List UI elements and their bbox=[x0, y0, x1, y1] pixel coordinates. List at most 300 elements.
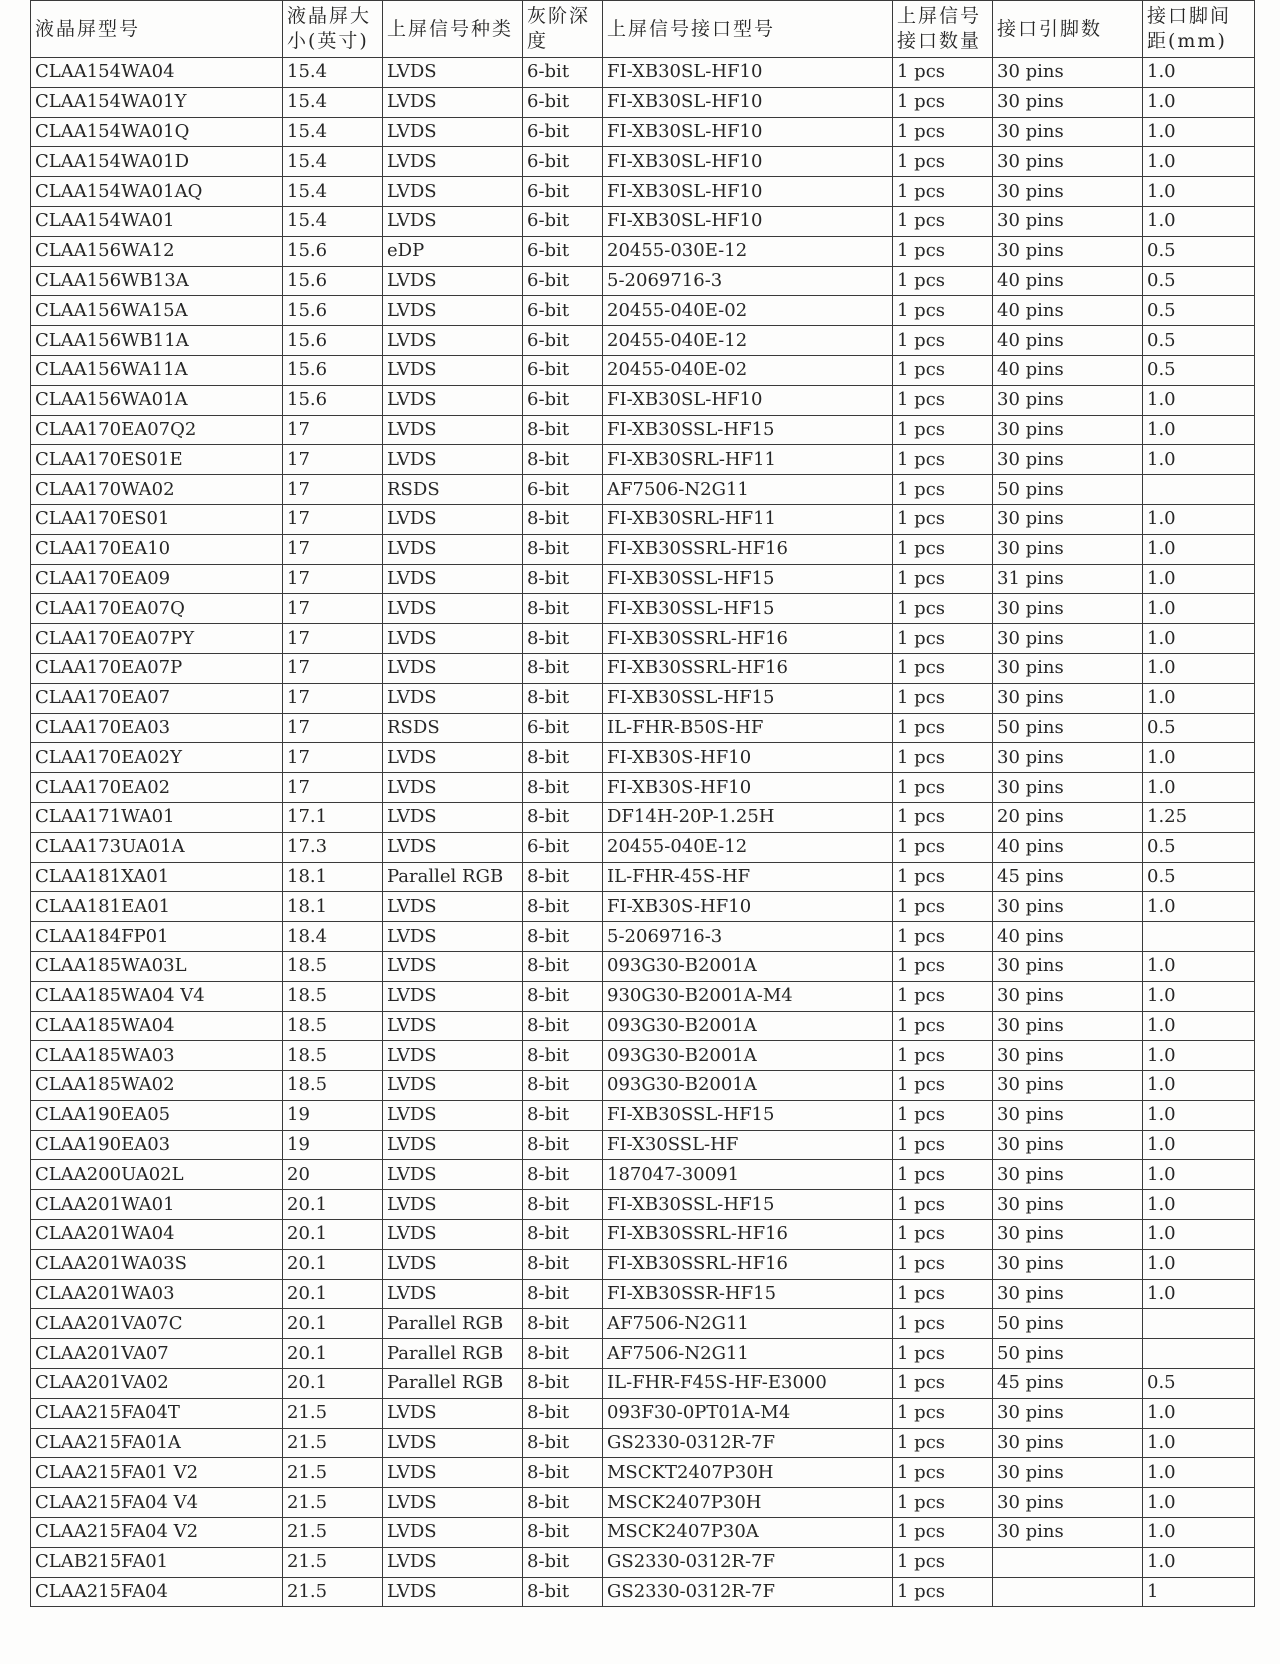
cell-signal-type: LVDS bbox=[383, 534, 523, 564]
cell-size: 17 bbox=[283, 713, 383, 743]
table-row bbox=[31, 87, 1255, 117]
cell-signal-type: LVDS bbox=[383, 1577, 523, 1607]
cell-gray-depth: 6-bit bbox=[523, 296, 603, 326]
table-row bbox=[31, 1547, 1255, 1577]
cell-signal-type: LVDS bbox=[383, 743, 523, 773]
cell-signal-type: LVDS bbox=[383, 773, 523, 803]
table-row bbox=[31, 802, 1255, 832]
cell-model: CLAA185WA03 bbox=[31, 1041, 283, 1071]
cell-pin-pitch: 0.5 bbox=[1143, 862, 1255, 892]
cell-gray-depth: 6-bit bbox=[523, 266, 603, 296]
cell-pin-count: 30 pins bbox=[993, 1190, 1143, 1220]
cell-connector-model: 20455-030E-12 bbox=[603, 236, 893, 266]
cell-size: 20.1 bbox=[283, 1339, 383, 1369]
cell-model: CLAA201WA04 bbox=[31, 1220, 283, 1250]
cell-model: CLAA170EA02Y bbox=[31, 743, 283, 773]
cell-size: 17 bbox=[283, 624, 383, 654]
cell-signal-type: LVDS bbox=[383, 385, 523, 415]
cell-pin-pitch: 1.0 bbox=[1143, 1041, 1255, 1071]
table-row bbox=[31, 355, 1255, 385]
cell-model: CLAA154WA01Q bbox=[31, 117, 283, 147]
cell-size: 15.6 bbox=[283, 385, 383, 415]
cell-size: 21.5 bbox=[283, 1488, 383, 1518]
cell-size: 18.5 bbox=[283, 981, 383, 1011]
table-row bbox=[31, 1577, 1255, 1607]
cell-gray-depth: 6-bit bbox=[523, 326, 603, 356]
cell-model: CLAA170EA07P bbox=[31, 653, 283, 683]
cell-size: 17 bbox=[283, 743, 383, 773]
header-size: 液晶屏大小(英寸) bbox=[283, 1, 383, 58]
cell-connector-count: 1 pcs bbox=[893, 1190, 993, 1220]
cell-pin-pitch: 1.0 bbox=[1143, 892, 1255, 922]
cell-pin-pitch: 0.5 bbox=[1143, 236, 1255, 266]
cell-connector-model: 20455-040E-12 bbox=[603, 326, 893, 356]
table-row bbox=[31, 862, 1255, 892]
cell-connector-model: FI-XB30SL-HF10 bbox=[603, 117, 893, 147]
cell-pin-pitch: 1.0 bbox=[1143, 683, 1255, 713]
cell-pin-pitch: 1.0 bbox=[1143, 1220, 1255, 1250]
cell-connector-count: 1 pcs bbox=[893, 1398, 993, 1428]
cell-model: CLAA201VA02 bbox=[31, 1369, 283, 1399]
cell-connector-count: 1 pcs bbox=[893, 415, 993, 445]
cell-connector-model: GS2330-0312R-7F bbox=[603, 1428, 893, 1458]
cell-gray-depth: 8-bit bbox=[523, 743, 603, 773]
cell-connector-model: 093G30-B2001A bbox=[603, 1011, 893, 1041]
cell-size: 17 bbox=[283, 445, 383, 475]
cell-pin-pitch: 1.0 bbox=[1143, 445, 1255, 475]
cell-connector-count: 1 pcs bbox=[893, 1011, 993, 1041]
cell-pin-pitch: 0.5 bbox=[1143, 355, 1255, 385]
cell-pin-pitch: 1.25 bbox=[1143, 802, 1255, 832]
cell-pin-count: 30 pins bbox=[993, 445, 1143, 475]
cell-gray-depth: 6-bit bbox=[523, 832, 603, 862]
table-row bbox=[31, 177, 1255, 207]
table-row bbox=[31, 534, 1255, 564]
cell-size: 21.5 bbox=[283, 1458, 383, 1488]
cell-pin-pitch: 1.0 bbox=[1143, 534, 1255, 564]
cell-model: CLAA215FA04 V4 bbox=[31, 1488, 283, 1518]
cell-signal-type: LVDS bbox=[383, 206, 523, 236]
cell-model: CLAA170ES01E bbox=[31, 445, 283, 475]
cell-size: 18.5 bbox=[283, 951, 383, 981]
cell-gray-depth: 8-bit bbox=[523, 683, 603, 713]
table-row bbox=[31, 653, 1255, 683]
cell-pin-pitch: 1.0 bbox=[1143, 177, 1255, 207]
cell-model: CLAA170EA07PY bbox=[31, 624, 283, 654]
table-row bbox=[31, 1190, 1255, 1220]
cell-gray-depth: 8-bit bbox=[523, 1220, 603, 1250]
cell-pin-count: 30 pins bbox=[993, 743, 1143, 773]
cell-pin-pitch: 1.0 bbox=[1143, 58, 1255, 88]
cell-model: CLAA201WA03 bbox=[31, 1279, 283, 1309]
cell-model: CLAA215FA01 V2 bbox=[31, 1458, 283, 1488]
cell-connector-count: 1 pcs bbox=[893, 773, 993, 803]
cell-size: 17 bbox=[283, 415, 383, 445]
cell-size: 20 bbox=[283, 1160, 383, 1190]
cell-pin-count: 30 pins bbox=[993, 206, 1143, 236]
cell-pin-count: 30 pins bbox=[993, 683, 1143, 713]
cell-connector-model: FI-XB30S-HF10 bbox=[603, 773, 893, 803]
cell-connector-model: FI-XB30SL-HF10 bbox=[603, 177, 893, 207]
cell-model: CLAA201WA01 bbox=[31, 1190, 283, 1220]
cell-pin-count: 30 pins bbox=[993, 981, 1143, 1011]
cell-signal-type: LVDS bbox=[383, 266, 523, 296]
cell-connector-count: 1 pcs bbox=[893, 385, 993, 415]
cell-pin-count: 30 pins bbox=[993, 892, 1143, 922]
cell-size: 21.5 bbox=[283, 1547, 383, 1577]
cell-connector-count: 1 pcs bbox=[893, 564, 993, 594]
cell-pin-pitch bbox=[1143, 922, 1255, 952]
cell-size: 17 bbox=[283, 594, 383, 624]
cell-model: CLAA154WA01AQ bbox=[31, 177, 283, 207]
cell-pin-pitch: 1.0 bbox=[1143, 1428, 1255, 1458]
cell-pin-count: 31 pins bbox=[993, 564, 1143, 594]
cell-connector-count: 1 pcs bbox=[893, 683, 993, 713]
cell-connector-model: IL-FHR-B50S-HF bbox=[603, 713, 893, 743]
cell-connector-count: 1 pcs bbox=[893, 475, 993, 505]
cell-signal-type: LVDS bbox=[383, 1518, 523, 1548]
table-row bbox=[31, 922, 1255, 952]
cell-connector-model: FI-XB30SL-HF10 bbox=[603, 206, 893, 236]
cell-signal-type: LVDS bbox=[383, 802, 523, 832]
cell-gray-depth: 8-bit bbox=[523, 1428, 603, 1458]
cell-signal-type: LVDS bbox=[383, 326, 523, 356]
header-connector-model: 上屏信号接口型号 bbox=[603, 1, 893, 58]
cell-signal-type: LVDS bbox=[383, 922, 523, 952]
cell-pin-count: 30 pins bbox=[993, 177, 1143, 207]
cell-gray-depth: 8-bit bbox=[523, 1488, 603, 1518]
cell-size: 18.1 bbox=[283, 892, 383, 922]
cell-size: 20.1 bbox=[283, 1220, 383, 1250]
table-row bbox=[31, 266, 1255, 296]
cell-signal-type: RSDS bbox=[383, 713, 523, 743]
table-row bbox=[31, 981, 1255, 1011]
cell-model: CLAA170EA07 bbox=[31, 683, 283, 713]
cell-connector-count: 1 pcs bbox=[893, 534, 993, 564]
cell-model: CLAA185WA04 bbox=[31, 1011, 283, 1041]
cell-gray-depth: 6-bit bbox=[523, 177, 603, 207]
cell-signal-type: LVDS bbox=[383, 653, 523, 683]
cell-gray-depth: 8-bit bbox=[523, 951, 603, 981]
table-row bbox=[31, 1518, 1255, 1548]
cell-pin-count: 45 pins bbox=[993, 862, 1143, 892]
cell-connector-model: FI-XB30SL-HF10 bbox=[603, 147, 893, 177]
cell-size: 17 bbox=[283, 564, 383, 594]
cell-pin-pitch: 1.0 bbox=[1143, 1190, 1255, 1220]
cell-gray-depth: 8-bit bbox=[523, 1309, 603, 1339]
table-row bbox=[31, 1071, 1255, 1101]
cell-model: CLAA181XA01 bbox=[31, 862, 283, 892]
cell-gray-depth: 6-bit bbox=[523, 87, 603, 117]
table-row bbox=[31, 1309, 1255, 1339]
cell-signal-type: LVDS bbox=[383, 1428, 523, 1458]
cell-connector-count: 1 pcs bbox=[893, 713, 993, 743]
cell-signal-type: LVDS bbox=[383, 1488, 523, 1518]
cell-pin-pitch: 1.0 bbox=[1143, 624, 1255, 654]
cell-size: 19 bbox=[283, 1100, 383, 1130]
cell-pin-pitch: 1.0 bbox=[1143, 1518, 1255, 1548]
cell-gray-depth: 8-bit bbox=[523, 862, 603, 892]
cell-size: 17 bbox=[283, 653, 383, 683]
cell-size: 20.1 bbox=[283, 1369, 383, 1399]
table-row bbox=[31, 773, 1255, 803]
cell-connector-model: FI-XB30SSRL-HF16 bbox=[603, 1249, 893, 1279]
cell-pin-pitch: 1.0 bbox=[1143, 415, 1255, 445]
cell-pin-count: 30 pins bbox=[993, 1249, 1143, 1279]
cell-size: 20.1 bbox=[283, 1279, 383, 1309]
cell-gray-depth: 8-bit bbox=[523, 1249, 603, 1279]
cell-signal-type: LVDS bbox=[383, 296, 523, 326]
cell-connector-count: 1 pcs bbox=[893, 743, 993, 773]
cell-connector-model: FI-XB30SSL-HF15 bbox=[603, 594, 893, 624]
cell-connector-count: 1 pcs bbox=[893, 266, 993, 296]
table-row bbox=[31, 117, 1255, 147]
cell-model: CLAA201WA03S bbox=[31, 1249, 283, 1279]
cell-pin-count: 30 pins bbox=[993, 1279, 1143, 1309]
cell-size: 15.6 bbox=[283, 326, 383, 356]
cell-pin-pitch: 1.0 bbox=[1143, 773, 1255, 803]
table-row bbox=[31, 1041, 1255, 1071]
cell-size: 20.1 bbox=[283, 1190, 383, 1220]
cell-size: 17 bbox=[283, 534, 383, 564]
cell-pin-count: 30 pins bbox=[993, 385, 1143, 415]
cell-connector-count: 1 pcs bbox=[893, 1339, 993, 1369]
cell-signal-type: LVDS bbox=[383, 951, 523, 981]
cell-gray-depth: 8-bit bbox=[523, 564, 603, 594]
cell-connector-model: MSCKT2407P30H bbox=[603, 1458, 893, 1488]
cell-pin-count: 30 pins bbox=[993, 1011, 1143, 1041]
cell-pin-count: 30 pins bbox=[993, 1220, 1143, 1250]
cell-pin-count: 30 pins bbox=[993, 1130, 1143, 1160]
cell-signal-type: Parallel RGB bbox=[383, 1309, 523, 1339]
cell-size: 20.1 bbox=[283, 1249, 383, 1279]
cell-size: 21.5 bbox=[283, 1428, 383, 1458]
cell-connector-count: 1 pcs bbox=[893, 1458, 993, 1488]
cell-connector-model: 093F30-0PT01A-M4 bbox=[603, 1398, 893, 1428]
cell-pin-pitch: 1.0 bbox=[1143, 504, 1255, 534]
cell-gray-depth: 6-bit bbox=[523, 385, 603, 415]
table-row bbox=[31, 683, 1255, 713]
cell-size: 15.6 bbox=[283, 296, 383, 326]
header-pin-pitch: 接口脚间距(mm) bbox=[1143, 1, 1255, 58]
cell-pin-pitch: 1.0 bbox=[1143, 981, 1255, 1011]
cell-size: 15.6 bbox=[283, 236, 383, 266]
cell-connector-count: 1 pcs bbox=[893, 951, 993, 981]
cell-pin-count: 30 pins bbox=[993, 117, 1143, 147]
cell-model: CLAA215FA04 V2 bbox=[31, 1518, 283, 1548]
cell-model: CLAA170EA02 bbox=[31, 773, 283, 803]
cell-connector-count: 1 pcs bbox=[893, 1220, 993, 1250]
cell-signal-type: LVDS bbox=[383, 1279, 523, 1309]
cell-signal-type: LVDS bbox=[383, 147, 523, 177]
cell-gray-depth: 6-bit bbox=[523, 236, 603, 266]
table-row bbox=[31, 1100, 1255, 1130]
cell-signal-type: LVDS bbox=[383, 1398, 523, 1428]
cell-gray-depth: 8-bit bbox=[523, 445, 603, 475]
cell-connector-model: 20455-040E-12 bbox=[603, 832, 893, 862]
cell-model: CLAA215FA04T bbox=[31, 1398, 283, 1428]
cell-connector-model: FI-X30SSL-HF bbox=[603, 1130, 893, 1160]
table-row bbox=[31, 385, 1255, 415]
cell-pin-count: 30 pins bbox=[993, 1488, 1143, 1518]
cell-pin-pitch: 1.0 bbox=[1143, 87, 1255, 117]
cell-connector-count: 1 pcs bbox=[893, 922, 993, 952]
cell-size: 18.1 bbox=[283, 862, 383, 892]
cell-pin-pitch: 1 bbox=[1143, 1577, 1255, 1607]
table-row bbox=[31, 1339, 1255, 1369]
cell-signal-type: LVDS bbox=[383, 504, 523, 534]
cell-connector-model: FI-XB30SSL-HF15 bbox=[603, 564, 893, 594]
cell-pin-pitch: 1.0 bbox=[1143, 1160, 1255, 1190]
cell-signal-type: Parallel RGB bbox=[383, 1369, 523, 1399]
cell-gray-depth: 8-bit bbox=[523, 594, 603, 624]
cell-model: CLAA170EA07Q2 bbox=[31, 415, 283, 445]
table-row bbox=[31, 236, 1255, 266]
cell-pin-count: 30 pins bbox=[993, 504, 1143, 534]
cell-pin-count: 40 pins bbox=[993, 922, 1143, 952]
cell-connector-count: 1 pcs bbox=[893, 892, 993, 922]
table-row bbox=[31, 624, 1255, 654]
cell-connector-count: 1 pcs bbox=[893, 445, 993, 475]
cell-pin-pitch: 1.0 bbox=[1143, 1100, 1255, 1130]
cell-connector-count: 1 pcs bbox=[893, 236, 993, 266]
cell-connector-count: 1 pcs bbox=[893, 832, 993, 862]
cell-connector-model: 20455-040E-02 bbox=[603, 355, 893, 385]
cell-pin-pitch: 1.0 bbox=[1143, 1011, 1255, 1041]
cell-connector-count: 1 pcs bbox=[893, 117, 993, 147]
cell-connector-count: 1 pcs bbox=[893, 147, 993, 177]
table-row bbox=[31, 1458, 1255, 1488]
lcd-spec-table bbox=[30, 0, 1255, 1607]
cell-connector-model: FI-XB30S-HF10 bbox=[603, 892, 893, 922]
cell-connector-count: 1 pcs bbox=[893, 1518, 993, 1548]
cell-pin-count bbox=[993, 1547, 1143, 1577]
cell-gray-depth: 8-bit bbox=[523, 1518, 603, 1548]
cell-size: 15.6 bbox=[283, 355, 383, 385]
cell-connector-count: 1 pcs bbox=[893, 1071, 993, 1101]
cell-pin-pitch: 0.5 bbox=[1143, 296, 1255, 326]
cell-connector-model: DF14H-20P-1.25H bbox=[603, 802, 893, 832]
cell-pin-pitch: 1.0 bbox=[1143, 385, 1255, 415]
cell-gray-depth: 8-bit bbox=[523, 1190, 603, 1220]
cell-gray-depth: 8-bit bbox=[523, 802, 603, 832]
table-row bbox=[31, 564, 1255, 594]
cell-model: CLAA185WA03L bbox=[31, 951, 283, 981]
cell-gray-depth: 8-bit bbox=[523, 1458, 603, 1488]
table-row bbox=[31, 1130, 1255, 1160]
cell-pin-count: 30 pins bbox=[993, 653, 1143, 683]
cell-signal-type: LVDS bbox=[383, 683, 523, 713]
cell-model: CLAA170EA07Q bbox=[31, 594, 283, 624]
cell-connector-count: 1 pcs bbox=[893, 206, 993, 236]
cell-pin-count: 50 pins bbox=[993, 1339, 1143, 1369]
cell-signal-type: LVDS bbox=[383, 892, 523, 922]
cell-gray-depth: 8-bit bbox=[523, 534, 603, 564]
cell-pin-count: 20 pins bbox=[993, 802, 1143, 832]
cell-model: CLAA170EA10 bbox=[31, 534, 283, 564]
cell-model: CLAA170WA02 bbox=[31, 475, 283, 505]
table-row bbox=[31, 147, 1255, 177]
cell-gray-depth: 6-bit bbox=[523, 117, 603, 147]
cell-connector-model: FI-XB30SSRL-HF16 bbox=[603, 1220, 893, 1250]
cell-connector-model: FI-XB30SSL-HF15 bbox=[603, 415, 893, 445]
cell-signal-type: LVDS bbox=[383, 1041, 523, 1071]
cell-size: 18.5 bbox=[283, 1041, 383, 1071]
table-header bbox=[31, 1, 1255, 58]
cell-gray-depth: 6-bit bbox=[523, 58, 603, 88]
cell-pin-count: 30 pins bbox=[993, 624, 1143, 654]
header-row bbox=[31, 1, 1255, 58]
cell-model: CLAA181EA01 bbox=[31, 892, 283, 922]
cell-connector-count: 1 pcs bbox=[893, 87, 993, 117]
cell-signal-type: LVDS bbox=[383, 415, 523, 445]
cell-signal-type: LVDS bbox=[383, 832, 523, 862]
table-row bbox=[31, 892, 1255, 922]
cell-size: 17 bbox=[283, 773, 383, 803]
cell-model: CLAA200UA02L bbox=[31, 1160, 283, 1190]
table-row bbox=[31, 1398, 1255, 1428]
table-row bbox=[31, 326, 1255, 356]
cell-size: 21.5 bbox=[283, 1577, 383, 1607]
cell-connector-model: FI-XB30SSRL-HF16 bbox=[603, 534, 893, 564]
cell-pin-count: 30 pins bbox=[993, 1428, 1143, 1458]
cell-connector-model: 093G30-B2001A bbox=[603, 1041, 893, 1071]
cell-connector-model: FI-XB30SRL-HF11 bbox=[603, 445, 893, 475]
cell-pin-pitch: 1.0 bbox=[1143, 594, 1255, 624]
cell-size: 18.5 bbox=[283, 1011, 383, 1041]
cell-pin-count: 45 pins bbox=[993, 1369, 1143, 1399]
cell-gray-depth: 8-bit bbox=[523, 1577, 603, 1607]
cell-connector-count: 1 pcs bbox=[893, 1279, 993, 1309]
cell-model: CLAA201VA07 bbox=[31, 1339, 283, 1369]
cell-pin-count: 40 pins bbox=[993, 326, 1143, 356]
cell-pin-pitch: 0.5 bbox=[1143, 266, 1255, 296]
cell-model: CLAA154WA04 bbox=[31, 58, 283, 88]
cell-pin-count: 30 pins bbox=[993, 1458, 1143, 1488]
cell-gray-depth: 8-bit bbox=[523, 1071, 603, 1101]
cell-size: 17 bbox=[283, 683, 383, 713]
cell-pin-pitch: 1.0 bbox=[1143, 1279, 1255, 1309]
cell-pin-count: 30 pins bbox=[993, 1041, 1143, 1071]
cell-connector-count: 1 pcs bbox=[893, 1309, 993, 1339]
cell-pin-pitch bbox=[1143, 1339, 1255, 1369]
cell-gray-depth: 6-bit bbox=[523, 147, 603, 177]
cell-pin-count: 30 pins bbox=[993, 773, 1143, 803]
table-body bbox=[31, 58, 1255, 1607]
cell-signal-type: LVDS bbox=[383, 1547, 523, 1577]
cell-connector-count: 1 pcs bbox=[893, 1160, 993, 1190]
cell-connector-model: MSCK2407P30H bbox=[603, 1488, 893, 1518]
cell-gray-depth: 8-bit bbox=[523, 892, 603, 922]
cell-gray-depth: 8-bit bbox=[523, 1160, 603, 1190]
cell-connector-count: 1 pcs bbox=[893, 802, 993, 832]
cell-pin-count: 30 pins bbox=[993, 1160, 1143, 1190]
cell-signal-type: LVDS bbox=[383, 1130, 523, 1160]
cell-connector-model: FI-XB30SSL-HF15 bbox=[603, 1100, 893, 1130]
cell-pin-count: 50 pins bbox=[993, 1309, 1143, 1339]
cell-gray-depth: 6-bit bbox=[523, 355, 603, 385]
table-row bbox=[31, 1220, 1255, 1250]
cell-model: CLAA156WA12 bbox=[31, 236, 283, 266]
cell-gray-depth: 8-bit bbox=[523, 1279, 603, 1309]
cell-gray-depth: 8-bit bbox=[523, 1398, 603, 1428]
cell-model: CLAA201VA07C bbox=[31, 1309, 283, 1339]
cell-model: CLAA154WA01Y bbox=[31, 87, 283, 117]
cell-pin-pitch: 1.0 bbox=[1143, 206, 1255, 236]
cell-connector-count: 1 pcs bbox=[893, 1100, 993, 1130]
cell-gray-depth: 8-bit bbox=[523, 653, 603, 683]
cell-pin-pitch: 1.0 bbox=[1143, 1249, 1255, 1279]
